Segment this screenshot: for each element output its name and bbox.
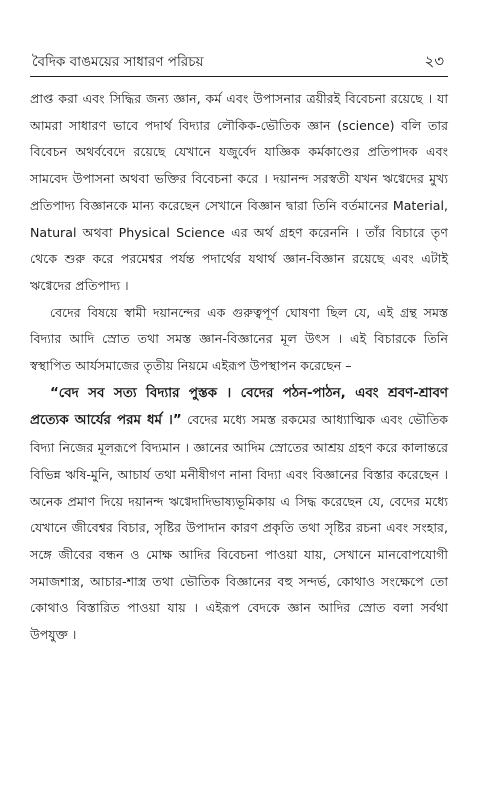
running-title: বৈদিক বাঙময়ের সাধারণ পরিচয় — [32, 54, 204, 70]
body-text — [30, 86, 448, 649]
header-rule — [30, 76, 448, 77]
arya-samaj-rule-quote: “বেদ সব সত্য বিদ্যার পুস্তক । বেদের পঠন-পাঠন, এবং শ্রবণ-শ্রাবণ প্রত্যেক আর্যের পরম ধর্ম ।” — [30, 385, 448, 429]
page-number: ২৩ — [424, 52, 444, 70]
paragraph-1: প্রাপ্ত করা এবং সিদ্ধির জন্য জ্ঞান, কর্ম এবং উপাসনার ত্রয়ীরই বিবেচনা রয়েছে । যা আমরা সাধারণ ভাবে পদার্থ বিদ্যার লৌকিক-ভৌতিক জ্ঞান (science) বলি তার বিবেচন অথর্ববেদে রয়েছে যেখানে যজুর্বেদ যাজ্ঞিক কর্মকাণ্ডের প্রতিপাদক এবং সামবেদ উপাসনা অথবা ভক্তির বিবেচনা করে । দয়ানন্দ সরস্বতী যখন ঋগ্বেদের মুখ্য প্রতিপাদ্য বিজ্ঞানকে মান্য করেছেন সেখানে বিজ্ঞান দ্বারা তিনি বর্তমানের Material, Natural অথবা Physical Science এর অর্থ গ্রহণ করেননি । তাঁর বিচারে তৃণ থেকে শুরু করে পরমেশ্বর পর্যন্ত পদার্থের যথার্থ জ্ঞান-বিজ্ঞান রয়েছে এবং এটাই ঋগ্বেদের প্রতিপাদ্য । — [30, 91, 448, 293]
paragraph-2: বেদের বিষয়ে স্বামী দয়ানন্দের এক গুরুত্বপূর্ণ ঘোষণা ছিল যে, এই গ্রন্থ সমস্ত বিদ্যার আদি স্রোত তথা সমস্ত জ্ঞান-বিজ্ঞানের মূল উৎস । এই বিচারকে তিনি স্বস্থাপিত আর্যসমাজের তৃতীয় নিয়মে এইরূপ উপস্থাপন করেছেন – — [30, 304, 448, 374]
running-header — [30, 52, 448, 71]
paragraph-3 — [30, 380, 448, 649]
paragraph-3-text: বেদের মধ্যে সমস্ত রকমের আধ্যাত্মিক এবং ভৌতিক বিদ্যা নিজের মূলরূপে বিদ্যমান । জ্ঞানের আদিম স্রোতের আশ্রয় গ্রহণ করে কালান্তরে বিভিন্ন ঋষি-মুনি, আচার্য তথা মনীষীগণ নানা বিদ্যা এবং বিজ্ঞানের বিস্তার করেছেন । অনেক প্রমাণ দিয়ে দয়ানন্দ ঋগ্বেদাদিভাষ্যভূমিকায় এ সিদ্ধ করেছেন যে, বেদের মধ্যে যেখানে জীবেশ্বর বিচার, সৃষ্টির উপাদান কারণ প্রকৃতি তথা সৃষ্টির রচনা এবং সংহার, সঙ্গে জীবের বন্ধন ও মোক্ষ আদির বিবেচনা পাওয়া যায়, সেখানে মানবোপযোগী সমাজশাস্ত্র, আচার-শাস্ত্র তথা ভৌতিক বিজ্ঞানের বহু সন্দর্ভ, কোথাও সংক্ষেপে তো কোথাও বিস্তারিত পাওয়া যায় । এইরূপ বেদকে জ্ঞান আদির স্রোত বলা সর্বথা উপযুক্ত । — [30, 412, 449, 643]
